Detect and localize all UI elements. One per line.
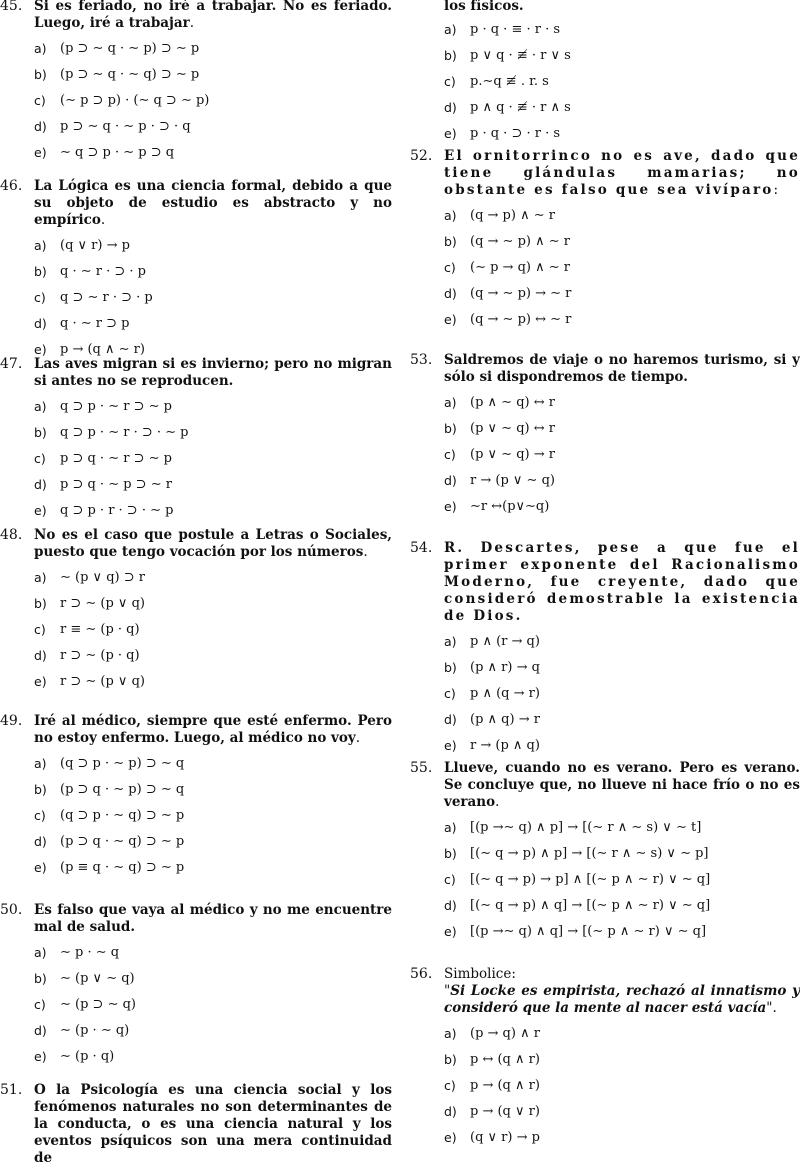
question-text-part: No es el caso que postule a Letras o Sociales, puesto que tengo vocación por los números bbox=[34, 527, 392, 560]
question-text-part: ". bbox=[766, 1000, 777, 1016]
question-50-option-c bbox=[34, 992, 392, 1018]
option-formula: (p ⊃ q · ∼ q) ⊃ ∼ p bbox=[60, 834, 185, 849]
question-text-part: Saldremos de viaje o no haremos turismo, si y sólo si dispondremos de tiempo. bbox=[444, 352, 800, 385]
question-48-option-a bbox=[34, 565, 392, 591]
option-formula: [(p →∼ q) ∧ p] → [(∼ r ∧ ∼ s) ∨ ∼ t] bbox=[470, 820, 702, 835]
question-55-options bbox=[444, 815, 800, 945]
question-51-header bbox=[0, 1082, 392, 1167]
option-formula: q ⊃ p · ∼ r · ⊃ · ∼ p bbox=[60, 425, 189, 440]
option-formula: ∼ (p ∨ ∼ q) bbox=[60, 971, 135, 986]
question-53-option-e bbox=[444, 494, 800, 520]
option-letter: e) bbox=[34, 145, 47, 160]
question-text-part: Simbolice: bbox=[444, 966, 516, 982]
option-letter: a) bbox=[444, 208, 457, 223]
question-number: 52. bbox=[410, 148, 433, 164]
option-letter: c) bbox=[444, 1078, 456, 1093]
option-formula: p · q · ⊃ · r · s bbox=[470, 126, 561, 141]
option-letter: b) bbox=[444, 1052, 457, 1067]
question-52-header bbox=[410, 148, 800, 199]
question-48-option-c bbox=[34, 617, 392, 643]
question-55-option-a bbox=[444, 815, 800, 841]
option-letter: b) bbox=[34, 425, 47, 440]
question-45 bbox=[0, 0, 392, 166]
question-text bbox=[34, 356, 392, 390]
option-letter: c) bbox=[34, 290, 46, 305]
question-53-option-d bbox=[444, 468, 800, 494]
option-formula: ∼ (p ⊃ ∼ q) bbox=[60, 997, 136, 1012]
option-formula: q · ∼ r · ⊃ · p bbox=[60, 264, 146, 279]
option-formula: (p ∨ ∼ q) → r bbox=[470, 447, 555, 462]
question-49-option-b bbox=[34, 777, 392, 803]
question-text bbox=[34, 178, 392, 229]
option-formula: p ⊃ q · ∼ p ⊃ ∼ r bbox=[60, 477, 172, 492]
option-letter: d) bbox=[34, 477, 47, 492]
question-56-header bbox=[410, 966, 800, 1017]
question-49-option-e bbox=[34, 855, 392, 881]
option-letter: b) bbox=[444, 660, 457, 675]
option-formula: q ⊃ p · r · ⊃ · ∼ p bbox=[60, 503, 174, 518]
question-text bbox=[34, 1082, 392, 1167]
question-number: 50. bbox=[0, 902, 23, 918]
option-letter: c) bbox=[34, 622, 46, 637]
question-49-option-a bbox=[34, 751, 392, 777]
option-letter: e) bbox=[34, 503, 47, 518]
question-47-option-c bbox=[34, 446, 392, 472]
question-51-option-a bbox=[444, 17, 800, 43]
option-letter: d) bbox=[34, 316, 47, 331]
option-formula: q · ∼ r ⊃ p bbox=[60, 316, 130, 331]
question-text-part: " bbox=[444, 983, 451, 999]
question-56-options bbox=[444, 1021, 800, 1151]
question-51 bbox=[0, 1082, 392, 1167]
option-formula: (q → ∼ p) → ∼ r bbox=[470, 286, 572, 301]
question-54-option-c bbox=[444, 681, 800, 707]
option-letter: a) bbox=[444, 634, 457, 649]
question-53-option-c bbox=[444, 442, 800, 468]
question-50-header bbox=[0, 902, 392, 936]
option-letter: a) bbox=[444, 22, 457, 37]
question-52-option-c bbox=[444, 255, 800, 281]
question-text-part: . bbox=[100, 212, 106, 228]
question-48-header bbox=[0, 527, 392, 561]
option-formula: (q → ∼ p) ↔ ∼ r bbox=[470, 312, 572, 327]
question-47-option-a bbox=[34, 394, 392, 420]
option-letter: b) bbox=[34, 782, 47, 797]
option-formula: p → (q ∧ r) bbox=[470, 1078, 540, 1093]
option-letter: c) bbox=[444, 447, 456, 462]
question-51-option-b bbox=[444, 43, 800, 69]
question-number: 46. bbox=[0, 178, 23, 194]
option-formula: p → (q ∧ ∼ r) bbox=[60, 342, 145, 357]
question-text-part: Iré al médico, siempre que esté enfermo. Pero no estoy enfermo. Luego, al médico no voy bbox=[34, 713, 392, 746]
question-text-part: La Lógica es una ciencia formal, debido a que su objeto de estudio es abstracto y no empírico bbox=[34, 178, 392, 228]
question-text bbox=[34, 713, 392, 747]
option-formula: r ≡ ∼ (p · q) bbox=[60, 622, 140, 637]
option-formula: p ⊃ ∼ q · ∼ p · ⊃ · q bbox=[60, 119, 191, 134]
question-48-option-b bbox=[34, 591, 392, 617]
question-47-option-e bbox=[34, 498, 392, 524]
question-text bbox=[34, 0, 392, 32]
question-text-part: R. Descartes, pese a que fue el primer exponente del Racionalismo Moderno, fue creyente, dado que consideró demostrable la existencia de Dios. bbox=[444, 540, 800, 624]
question-53-header bbox=[410, 352, 800, 386]
question-47-header bbox=[0, 356, 392, 390]
option-formula: r → (p ∧ q) bbox=[470, 738, 540, 753]
question-text-part: El ornitorrinco no es ave, dado que tiene glándulas mamarias; no obstante es falso que sea vivíparo bbox=[444, 148, 800, 198]
question-45-option-d bbox=[34, 114, 392, 140]
question-50-option-d bbox=[34, 1018, 392, 1044]
question-text bbox=[444, 352, 800, 386]
option-letter: e) bbox=[34, 860, 47, 875]
option-formula: p ↔ (q ∧ r) bbox=[470, 1052, 540, 1067]
option-formula: (q → p) ∧ ∼ r bbox=[470, 208, 555, 223]
option-formula: (p ∧ q) → r bbox=[470, 712, 540, 727]
option-formula: p → (q ∨ r) bbox=[470, 1104, 540, 1119]
option-formula: [(∼ q → p) → p] ∧ [(∼ p ∧ ∼ r) ∨ ∼ q] bbox=[470, 872, 711, 887]
question-55 bbox=[410, 760, 800, 945]
question-47 bbox=[0, 356, 392, 524]
question-46-options bbox=[34, 233, 392, 363]
option-letter: d) bbox=[444, 286, 457, 301]
option-formula: (p ≡ q · ∼ q) ⊃ ∼ p bbox=[60, 860, 185, 875]
option-letter: e) bbox=[444, 924, 457, 939]
option-letter: e) bbox=[444, 312, 457, 327]
question-56-option-b bbox=[444, 1047, 800, 1073]
question-number: 49. bbox=[0, 713, 23, 729]
question-45-option-e bbox=[34, 140, 392, 166]
option-letter: a) bbox=[444, 820, 457, 835]
question-number: 51. bbox=[0, 1082, 23, 1098]
question-56-option-e bbox=[444, 1125, 800, 1151]
option-formula: ∼ p · ∼ q bbox=[60, 945, 120, 960]
question-50 bbox=[0, 902, 392, 1070]
option-formula: p ∨ q · ≢ · r ∨ s bbox=[470, 48, 571, 63]
option-letter: d) bbox=[444, 100, 457, 115]
question-number: 54. bbox=[410, 540, 433, 556]
option-letter: e) bbox=[34, 1049, 47, 1064]
question-46-option-a bbox=[34, 233, 392, 259]
question-text bbox=[444, 540, 800, 625]
question-52-options bbox=[444, 203, 800, 333]
question-54-option-d bbox=[444, 707, 800, 733]
question-53-option-a bbox=[444, 390, 800, 416]
question-56-option-a bbox=[444, 1021, 800, 1047]
question-text-part: Las aves migran si es invierno; pero no migran si antes no se reproducen. bbox=[34, 356, 392, 389]
question-55-option-e bbox=[444, 919, 800, 945]
question-text-part: Llueve, cuando no es verano. Pero es verano. Se concluye que, no llueve ni hace frío o no es verano bbox=[444, 760, 800, 810]
option-formula: [(p →∼ q) ∧ q] → [(∼ p ∧ ∼ r) ∨ ∼ q] bbox=[470, 924, 707, 939]
option-formula: (∼ p ⊃ p) · (∼ q ⊃ ∼ p) bbox=[60, 93, 210, 108]
question-number: 53. bbox=[410, 352, 433, 368]
question-49-option-d bbox=[34, 829, 392, 855]
question-text-part: Es falso que vaya al médico y no me encuentre mal de salud. bbox=[34, 902, 392, 935]
question-46 bbox=[0, 178, 392, 363]
question-number: 45. bbox=[0, 0, 23, 14]
option-formula: (q ∨ r) → p bbox=[470, 1130, 540, 1145]
option-letter: d) bbox=[444, 1104, 457, 1119]
option-formula: r → (p ∨ ∼ q) bbox=[470, 473, 555, 488]
question-53-options bbox=[444, 390, 800, 520]
option-formula: p ∧ (q → r) bbox=[470, 686, 540, 701]
option-formula: ∼ (p · ∼ q) bbox=[60, 1023, 130, 1038]
question-text-part: . bbox=[189, 15, 195, 31]
question-55-option-c bbox=[444, 867, 800, 893]
option-letter: d) bbox=[34, 834, 47, 849]
option-letter: d) bbox=[34, 119, 47, 134]
option-formula: [(∼ q → p) ∧ q] → [(∼ p ∧ ∼ r) ∨ ∼ q] bbox=[470, 898, 711, 913]
question-number: 56. bbox=[410, 966, 433, 982]
option-formula: p.∼q ≢ . r. s bbox=[470, 74, 549, 89]
option-letter: e) bbox=[444, 499, 457, 514]
option-letter: e) bbox=[444, 738, 457, 753]
option-letter: c) bbox=[34, 93, 46, 108]
question-number: 47. bbox=[0, 356, 23, 372]
question-50-options bbox=[34, 940, 392, 1070]
option-formula: (p ∨ ∼ q) ↔ r bbox=[470, 421, 555, 436]
question-text-part: . bbox=[363, 544, 368, 560]
question-49-options bbox=[34, 751, 392, 881]
option-letter: a) bbox=[34, 756, 47, 771]
question-52-option-a bbox=[444, 203, 800, 229]
option-letter: d) bbox=[444, 712, 457, 727]
option-formula: p ∧ (r → q) bbox=[470, 634, 540, 649]
option-formula: p ⊃ q · ∼ r ⊃ ∼ p bbox=[60, 451, 172, 466]
question-text bbox=[444, 966, 800, 1017]
option-formula: p · q · ≡ · r · s bbox=[470, 22, 561, 37]
question-51-option-d bbox=[444, 95, 800, 121]
option-letter: c) bbox=[444, 74, 456, 89]
question-52-option-e bbox=[444, 307, 800, 333]
question-55-option-d bbox=[444, 893, 800, 919]
question-46-header bbox=[0, 178, 392, 229]
question-text-part: . bbox=[495, 794, 500, 810]
question-50-option-b bbox=[34, 966, 392, 992]
option-letter: d) bbox=[34, 648, 47, 663]
question-56-option-d bbox=[444, 1099, 800, 1125]
option-letter: a) bbox=[34, 570, 47, 585]
option-formula: q ⊃ p · ∼ r ⊃ ∼ p bbox=[60, 399, 172, 414]
option-formula: (q → ∼ p) ∧ ∼ r bbox=[470, 234, 570, 249]
question-45-option-b bbox=[34, 62, 392, 88]
option-letter: e) bbox=[444, 1130, 457, 1145]
question-54 bbox=[410, 540, 800, 759]
question-55-option-b bbox=[444, 841, 800, 867]
option-letter: b) bbox=[444, 846, 457, 861]
option-letter: c) bbox=[34, 997, 46, 1012]
option-formula: r ⊃ ∼ (p ∨ q) bbox=[60, 674, 145, 689]
question-51-options bbox=[444, 17, 800, 147]
option-formula: ∼r ↔(p∨∼q) bbox=[470, 499, 550, 514]
question-54-option-b bbox=[444, 655, 800, 681]
question-text-part: . bbox=[355, 730, 361, 746]
option-letter: b) bbox=[444, 48, 457, 63]
option-formula: (p ⊃ q · ∼ p) ⊃ ∼ q bbox=[60, 782, 185, 797]
option-formula: q ⊃ ∼ r · ⊃ · p bbox=[60, 290, 153, 305]
question-55-header bbox=[410, 760, 800, 811]
question-text bbox=[34, 527, 392, 561]
option-formula: p ∧ q · ≢ · r ∧ s bbox=[470, 100, 571, 115]
option-letter: b) bbox=[444, 421, 457, 436]
option-letter: b) bbox=[34, 67, 47, 82]
option-letter: b) bbox=[34, 596, 47, 611]
option-formula: ∼ (p ∨ q) ⊃ r bbox=[60, 570, 145, 585]
question-56-option-c bbox=[444, 1073, 800, 1099]
question-48-option-e bbox=[34, 669, 392, 695]
question-text-part: Si Locke es empirista, rechazó al innatismo y consideró que la mente al nacer está vacía bbox=[444, 983, 800, 1016]
option-formula: (p ∧ ∼ q) ↔ r bbox=[470, 395, 555, 410]
question-49-header bbox=[0, 713, 392, 747]
question-45-option-a bbox=[34, 36, 392, 62]
question-45-header bbox=[0, 0, 392, 32]
question-54-option-e bbox=[444, 733, 800, 759]
option-formula: (p → q) ∧ r bbox=[470, 1026, 540, 1041]
question-51-continuation: los físicos. bbox=[444, 0, 524, 14]
option-letter: d) bbox=[444, 898, 457, 913]
question-text bbox=[34, 902, 392, 936]
question-48 bbox=[0, 527, 392, 695]
option-formula: (p ⊃ ∼ q · ∼ p) ⊃ ∼ p bbox=[60, 41, 200, 56]
option-letter: b) bbox=[34, 264, 47, 279]
option-formula: (p ⊃ ∼ q · ∼ q) ⊃ ∼ p bbox=[60, 67, 200, 82]
option-letter: e) bbox=[34, 342, 47, 357]
option-letter: a) bbox=[34, 41, 47, 56]
option-letter: a) bbox=[444, 395, 457, 410]
option-formula: [(∼ q → p) ∧ p] → [(∼ r ∧ ∼ s) ∨ ∼ p] bbox=[470, 846, 709, 861]
option-letter: a) bbox=[34, 238, 47, 253]
question-text bbox=[444, 148, 800, 199]
question-48-options bbox=[34, 565, 392, 695]
option-formula: ∼ q ⊃ p · ∼ p ⊃ q bbox=[60, 145, 175, 160]
question-49 bbox=[0, 713, 392, 881]
option-formula: ∼ (p · q) bbox=[60, 1049, 115, 1064]
question-56 bbox=[410, 966, 800, 1151]
option-letter: c) bbox=[444, 686, 456, 701]
question-53 bbox=[410, 352, 800, 520]
question-53-option-b bbox=[444, 416, 800, 442]
option-letter: e) bbox=[34, 674, 47, 689]
option-letter: b) bbox=[444, 234, 457, 249]
option-letter: d) bbox=[444, 473, 457, 488]
question-47-option-d bbox=[34, 472, 392, 498]
option-formula: (q ⊃ p · ∼ q) ⊃ ∼ p bbox=[60, 808, 185, 823]
option-formula: (q ∨ r) → p bbox=[60, 238, 130, 253]
option-formula: (∼ p → q) ∧ ∼ r bbox=[470, 260, 570, 275]
question-text-part: O la Psicología es una ciencia social y los fenómenos naturales no son determinantes de la conducta, o es una ciencia natural y los eventos psíquicos son una mera continuidad de bbox=[34, 1082, 392, 1166]
question-number: 48. bbox=[0, 527, 23, 543]
question-45-option-c bbox=[34, 88, 392, 114]
question-50-option-e bbox=[34, 1044, 392, 1070]
option-letter: a) bbox=[34, 399, 47, 414]
question-52-option-b bbox=[444, 229, 800, 255]
option-letter: c) bbox=[34, 808, 46, 823]
question-text-part: Si es feriado, no iré a trabajar. No es feriado. Luego, iré a trabajar bbox=[34, 0, 392, 31]
right-column bbox=[410, 0, 800, 1145]
option-formula: (q ⊃ p · ∼ p) ⊃ ∼ q bbox=[60, 756, 185, 771]
question-text-part: : bbox=[773, 182, 781, 198]
option-formula: (p ∧ r) → q bbox=[470, 660, 540, 675]
option-letter: c) bbox=[444, 872, 456, 887]
option-letter: d) bbox=[34, 1023, 47, 1038]
question-46-option-b bbox=[34, 259, 392, 285]
option-letter: a) bbox=[34, 945, 47, 960]
question-47-options bbox=[34, 394, 392, 524]
question-52 bbox=[410, 148, 800, 333]
option-letter: b) bbox=[34, 971, 47, 986]
question-number: 55. bbox=[410, 760, 433, 776]
option-formula: r ⊃ ∼ (p · q) bbox=[60, 648, 140, 663]
question-text bbox=[444, 760, 800, 811]
option-letter: a) bbox=[444, 1026, 457, 1041]
question-46-option-c bbox=[34, 285, 392, 311]
question-46-option-d bbox=[34, 311, 392, 337]
question-54-option-a bbox=[444, 629, 800, 655]
question-51-option-c bbox=[444, 69, 800, 95]
question-48-option-d bbox=[34, 643, 392, 669]
question-51-option-e bbox=[444, 121, 800, 147]
question-54-header bbox=[410, 540, 800, 625]
option-formula: r ⊃ ∼ (p ∨ q) bbox=[60, 596, 145, 611]
question-49-option-c bbox=[34, 803, 392, 829]
question-45-options bbox=[34, 36, 392, 166]
option-letter: c) bbox=[444, 260, 456, 275]
question-54-options bbox=[444, 629, 800, 759]
question-50-option-a bbox=[34, 940, 392, 966]
option-letter: c) bbox=[34, 451, 46, 466]
question-47-option-b bbox=[34, 420, 392, 446]
question-52-option-d bbox=[444, 281, 800, 307]
option-letter: e) bbox=[444, 126, 457, 141]
